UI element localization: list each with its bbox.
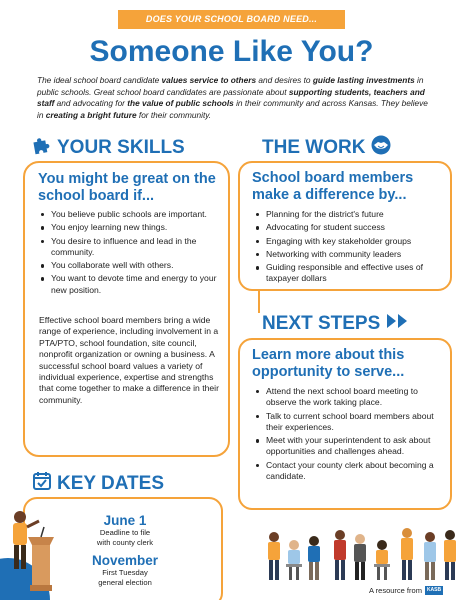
handshake-icon bbox=[370, 135, 392, 161]
double-arrow-icon bbox=[386, 313, 410, 335]
skills-box-title: You might be great on the school board if... bbox=[38, 171, 216, 204]
skills-paragraph: Effective school board members bring a wide range of experience, including involvement in a PTA/PTO, school foundation, site council, nonprofit organization or owning a business. A successful school board values a variety of individual experience, expertise and strengths that come together to make a difference in their community. bbox=[39, 315, 219, 405]
key-dates-heading bbox=[32, 471, 164, 497]
next-steps-list bbox=[254, 386, 449, 484]
list-item: Meet with your superintendent to ask about opportunities and challenges ahead. bbox=[254, 435, 449, 458]
list-item: Engaging with key stakeholder groups bbox=[254, 236, 449, 247]
skills-heading bbox=[32, 135, 185, 161]
top-banner: DOES YOUR SCHOOL BOARD NEED... bbox=[118, 10, 345, 29]
list-item: You desire to influence and lead in the community. bbox=[39, 236, 219, 259]
kasb-logo: KASB bbox=[426, 587, 442, 593]
work-heading-label: THE WORK bbox=[262, 137, 366, 158]
work-box bbox=[238, 161, 452, 291]
date-description: with county clerk bbox=[96, 537, 154, 547]
skills-list bbox=[39, 209, 219, 298]
connector-line bbox=[258, 291, 260, 313]
skills-heading-label: YOUR SKILLS bbox=[57, 137, 185, 158]
date-description: First Tuesday bbox=[102, 568, 148, 577]
list-item: Advocating for student success bbox=[254, 222, 449, 233]
work-box-title: School board members make a difference by... bbox=[252, 170, 414, 203]
list-item: Planning for the district's future bbox=[254, 209, 449, 220]
list-item: Networking with community leaders bbox=[254, 249, 449, 260]
date-november bbox=[70, 553, 180, 587]
next-steps-heading bbox=[262, 313, 410, 335]
list-item: Contact your county clerk about becoming a candidate. bbox=[254, 460, 449, 483]
page-title: Someone Like You? bbox=[89, 35, 374, 68]
date-title: June 1 bbox=[103, 513, 147, 528]
list-item: Talk to current school board members about their experiences. bbox=[254, 411, 449, 434]
intro-paragraph: The ideal school board candidate values service to others and desires to guide lasting investments in public schools. Great school board candidates are passionate about supporting students, teachers and staff and advocating for the value of public schools in their community and across Kansas. They believe in creating a bright future for their community. bbox=[37, 75, 428, 120]
people-illustration bbox=[262, 515, 462, 585]
key-dates-heading-label: KEY DATES bbox=[57, 473, 164, 494]
work-heading bbox=[262, 135, 392, 161]
next-steps-heading-label: NEXT STEPS bbox=[262, 313, 381, 334]
list-item: You collaborate well with others. bbox=[39, 260, 219, 271]
date-title: November bbox=[91, 553, 159, 568]
skills-box bbox=[23, 161, 230, 457]
date-june bbox=[70, 513, 180, 547]
resource-label: A resource from bbox=[369, 586, 422, 595]
list-item: Guiding responsible and effective uses of taxpayer dollars bbox=[254, 262, 449, 285]
resource-credit bbox=[369, 586, 443, 595]
work-list bbox=[254, 209, 449, 287]
next-steps-box bbox=[238, 338, 452, 510]
list-item: You enjoy learning new things. bbox=[39, 222, 219, 233]
calendar-check-icon bbox=[32, 471, 52, 497]
list-item: Attend the next school board meeting to observe the work taking place. bbox=[254, 386, 449, 409]
puzzle-icon bbox=[32, 135, 52, 161]
podium-illustration bbox=[0, 505, 60, 600]
list-item: You believe public schools are important. bbox=[39, 209, 219, 220]
next-steps-box-title: Learn more about this opportunity to serve... bbox=[252, 347, 405, 380]
date-description: Deadline to file bbox=[99, 528, 151, 537]
date-description: general election bbox=[98, 577, 152, 587]
list-item: You want to devote time and energy to your new position. bbox=[39, 273, 219, 296]
